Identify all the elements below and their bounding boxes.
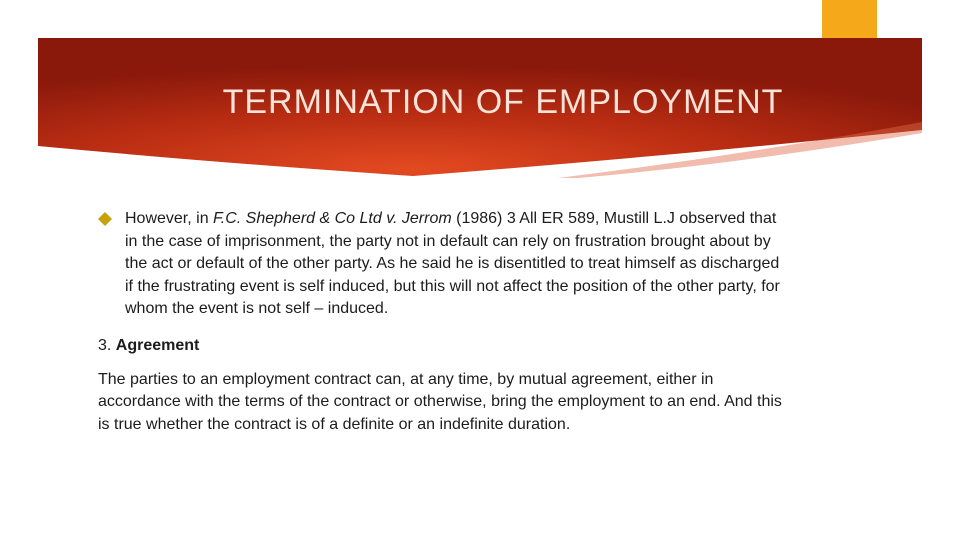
bullet-text-before: However, in	[125, 210, 214, 227]
body-paragraph: The parties to an employment contract can, at any time, by mutual agreement, either in accordance with the terms of the contract or otherwise, bring the employment to an end. And this is true whether the contract is of a definite or an indefinite duration.	[98, 370, 782, 433]
case-name: F.C. Shepherd & Co Ltd v. Jerrom	[213, 210, 452, 227]
section-title: Agreement	[115, 336, 200, 354]
slide-title: TERMINATION OF EMPLOYMENT	[222, 83, 784, 121]
section-number: 3.	[98, 336, 116, 354]
section-heading	[98, 335, 788, 358]
slide-content	[98, 208, 788, 436]
bullet-text-after: (1986) 3 All ER 589, Mustill L.J observed that in the case of imprisonment, the party not in default can rely on frustration brought about by the act or default of the other party. As he said he is disentitled to treat himself as discharged if the frustrating event is self induced, but this will not affect the position of the other party, for whom the event is not self – induced.	[125, 210, 780, 318]
diamond-bullet-icon	[98, 212, 112, 226]
title-banner	[38, 38, 922, 178]
bullet-item	[98, 208, 788, 321]
